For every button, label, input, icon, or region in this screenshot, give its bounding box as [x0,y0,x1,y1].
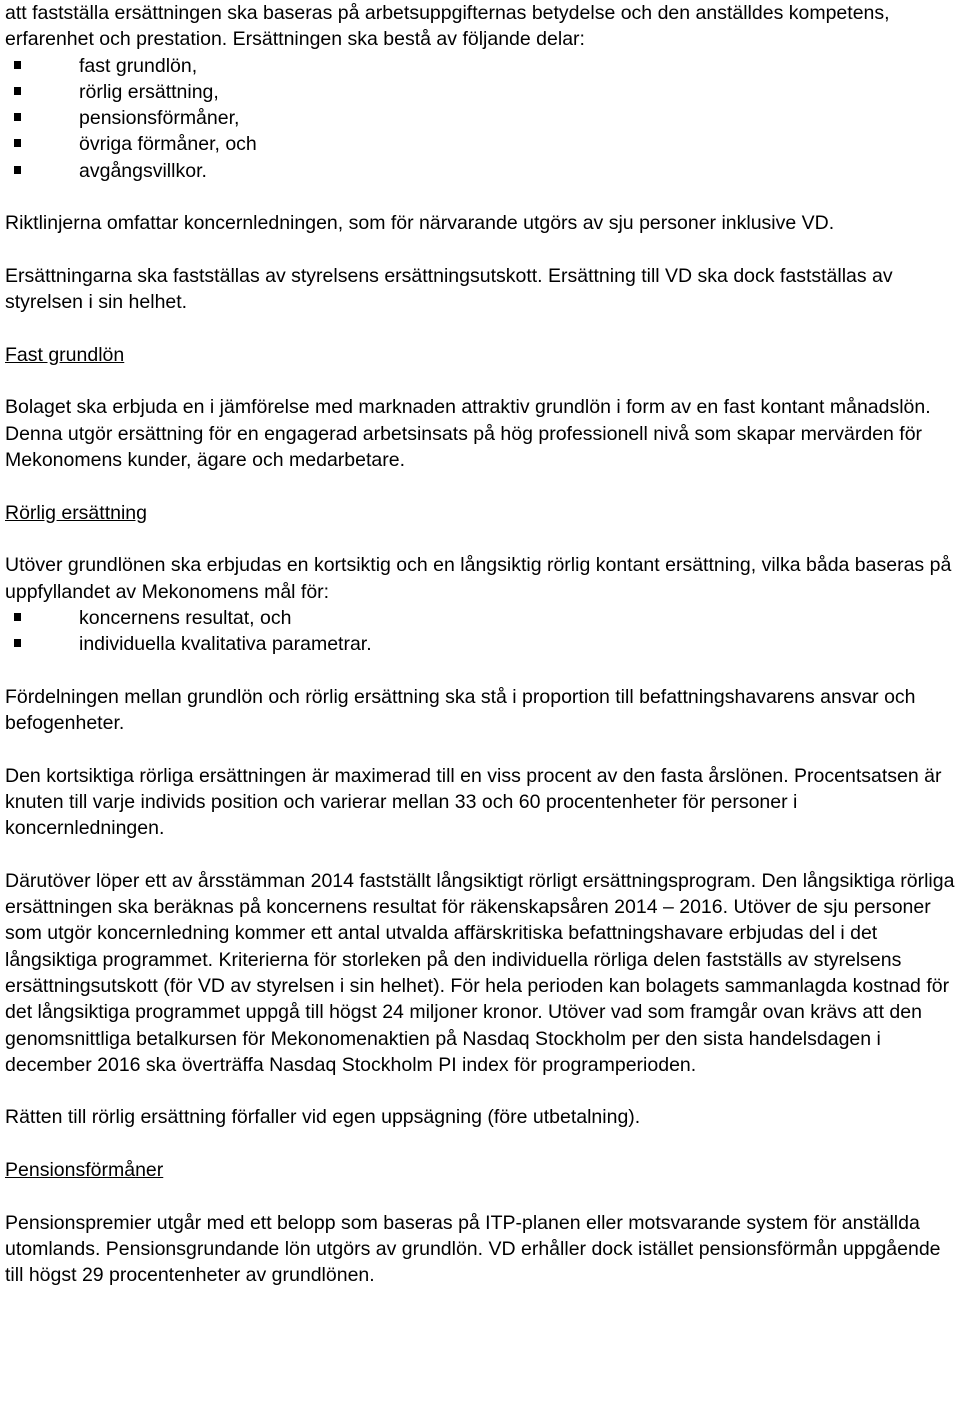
committee-paragraph: Ersättningarna ska fastställas av styrelsens ersättningsutskott. Ersättning till VD ska dock fastställas av styrelsen i sin helhet. [5,264,893,314]
distribution-paragraph: Fördelningen mellan grundlön och rörlig ersättning ska stå i proportion till befattningshavarens ansvar och befogenheter. [5,685,916,735]
square-bullet-icon [14,613,21,621]
forfeit-paragraph: Rätten till rörlig ersättning förfaller vid egen uppsägning (före utbetalning). [5,1106,641,1129]
scope-paragraph: Riktlinjerna omfattar koncernledningen, som för närvarande utgörs av sju personer inklusive VD. [5,212,835,235]
list-item [5,79,957,105]
square-bullet-icon [14,166,21,174]
square-bullet-icon [14,639,21,647]
section-heading-fixed-salary: Fast grundlön [5,343,125,366]
list-item [5,605,957,631]
list-item-text: övriga förmåner, och [79,133,257,156]
variable-pay-targets-list [5,605,957,658]
square-bullet-icon [14,139,21,147]
short-term-paragraph: Den kortsiktiga rörliga ersättningen är maximerad till en viss procent av den fasta årslönen. Procentsatsen är knuten till varje individs position och varierar mellan 33 och 60 procentenheter för personer i koncernledningen. [5,764,942,840]
square-bullet-icon [14,113,21,121]
long-term-paragraph: Därutöver löper ett av årsstämman 2014 fastställt långsiktigt rörligt ersättningsprogram. Den långsiktiga rörliga ersättningen ska beräknas på koncernens resultat för räkenskapsåren 2014 – 2016. Utöver de sju personer som utgör koncernledning kommer ett antal utvalda affärskritiska befattningshavare erbjudas del i det långsiktiga programmet. Kriterierna för storleken på den individuella rörliga delen fastställs av styrelsens ersättningsutskott (för VD av styrelsen i sin helhet). För hela perioden kan bolagets sammanlagda kostnad för det långsiktiga programmet uppgå till högst 24 miljoner kronor. Utöver vad som framgår ovan krävs att den genomsnittliga betalkursen för Mekonomenaktien på Nasdaq Stockholm per den sista handelsdagen i december 2016 ska överträffa Nasdaq Stockholm PI index för programperioden. [5,869,955,1076]
intro-paragraph: att fastställa ersättningen ska baseras på arbetsuppgifternas betydelse och den anställdes kompetens, erfarenhet och prestation. Ersättningen ska bestå av följande delar: [5,2,890,51]
list-item [5,631,957,657]
list-item [5,158,957,184]
variable-pay-intro-paragraph: Utöver grundlönen ska erbjudas en kortsiktig och en långsiktig rörlig kontant ersättning, vilka båda baseras på uppfyllandet av Mekonomens mål för: [5,554,952,603]
list-item [5,53,957,79]
fixed-salary-paragraph: Bolaget ska erbjuda en i jämförelse med marknaden attraktiv grundlön i form av en fast kontant månadslön. Denna utgör ersättning för en engagerad arbetsinsats på hög professionell nivå som skapar mervärden för Mekonomens kunder, ägare och medarbetare. [5,396,931,472]
section-heading-pension: Pensionsförmåner [5,1159,164,1182]
section-heading-variable-pay: Rörlig ersättning [5,501,147,524]
list-item [5,131,957,157]
compensation-components-list [5,53,957,184]
square-bullet-icon [14,87,21,95]
list-item-text: fast grundlön, [79,54,198,77]
list-item [5,105,957,131]
pension-paragraph: Pensionspremier utgår med ett belopp som baseras på ITP-planen eller motsvarande system för anställda utomlands. Pensionsgrundande lön utgörs av grundlön. VD erhåller dock istället pensionsförmån uppgående till högst 29 procentenheter av grundlönen. [5,1211,941,1287]
list-item-text: avgångsvillkor. [79,159,207,182]
document-page [5,0,957,1289]
list-item-text: pensionsförmåner, [79,107,240,130]
list-item-text: individuella kvalitativa parametrar. [79,633,372,656]
square-bullet-icon [14,61,21,69]
list-item-text: rörlig ersättning, [79,80,219,103]
list-item-text: koncernens resultat, och [79,606,292,629]
